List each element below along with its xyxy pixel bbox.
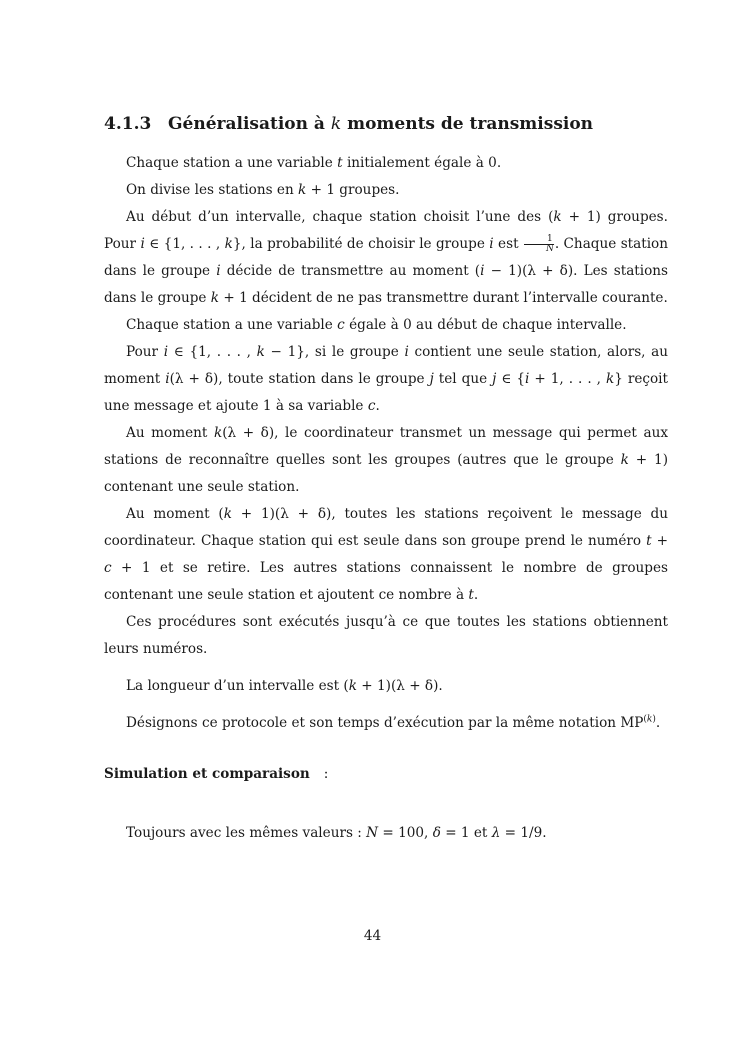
math-var: k: [605, 371, 615, 387]
math-var: i: [404, 344, 409, 360]
text: Désignons ce protocole et son temps d’exécution par la même notation MP: [126, 715, 644, 731]
fraction-denominator: N: [545, 244, 554, 254]
paragraph-2: [104, 177, 668, 204]
text: Au moment: [126, 425, 214, 441]
math-var: λ: [491, 825, 501, 841]
text: − 1)(λ + δ). Les stations dans le groupe: [104, 263, 669, 306]
math-var: i: [216, 263, 221, 279]
text: (λ + δ), le coordinateur transmet un message qui permet aux stations de reconnaître quelles sont les groupes (autres que le groupe: [104, 425, 668, 468]
text: + 1 décident de ne pas transmettre durant l’intervalle courante.: [219, 290, 668, 306]
math-var: k: [646, 714, 653, 725]
page-number: 44: [363, 928, 382, 944]
fraction-numerator: 1: [524, 235, 554, 245]
math-var: N: [366, 825, 379, 841]
math-var: c: [367, 398, 376, 414]
text: ): [652, 714, 656, 725]
math-var: i: [525, 371, 530, 387]
text: décide de transmettre au moment (: [220, 263, 481, 279]
section-number: 4.1.3: [104, 114, 152, 134]
text: + 1 et se retire. Les autres stations connaissent le nombre de groupes contenant une seule station et ajoutent ce nombre à: [104, 560, 668, 603]
math-var: k: [213, 425, 223, 441]
text: Pour: [126, 344, 164, 360]
math-var: i: [480, 263, 485, 279]
math-var: c: [104, 560, 112, 576]
text: est: [493, 236, 523, 252]
fraction: [524, 235, 554, 254]
paragraph-9: [104, 673, 668, 700]
math-var: k: [224, 236, 233, 252]
section-heading: [104, 114, 593, 134]
paragraph-1: [104, 150, 668, 177]
math-var: t: [646, 533, 652, 549]
text: } reçoit une message et ajoute 1 à sa variable: [104, 371, 668, 414]
simulation-heading: [104, 766, 328, 782]
text: .: [655, 715, 661, 731]
text: égale à 0 au début de chaque intervalle.: [344, 317, 627, 333]
paragraph-3: [104, 204, 668, 312]
text: = 1 et: [440, 825, 492, 841]
math-var: k: [223, 506, 232, 522]
text: }, la probabilité de choisir le groupe: [232, 236, 490, 252]
text: + 1)(λ + δ).: [356, 678, 443, 694]
math-var: t: [468, 587, 474, 603]
math-var: k: [256, 344, 265, 360]
math-var: j: [492, 371, 497, 387]
text: .: [473, 587, 479, 603]
text: Au moment (: [126, 506, 224, 522]
text: = 1/9.: [500, 825, 547, 841]
text: ∈ {: [496, 371, 526, 387]
text: + 1)(λ + δ), toutes les stations reçoivent le message du coordinateur. Chaque station qui est seule dans son groupe prend le numéro: [104, 506, 669, 549]
text: = 100,: [378, 825, 433, 841]
text: + 1) groupes. Pour: [104, 209, 668, 252]
paragraph-6: [104, 420, 668, 501]
math-var: i: [165, 371, 170, 387]
text: La longueur d’un intervalle est (: [126, 678, 349, 694]
math-var: k: [620, 452, 629, 468]
math-var: k: [348, 678, 357, 694]
text: Toujours avec les mêmes valeurs :: [126, 825, 367, 841]
text: Chaque station a une variable: [126, 317, 338, 333]
text: Chaque station a une variable: [126, 155, 338, 171]
text: + 1) contenant une seule station.: [104, 452, 669, 495]
paragraph-4: [104, 312, 668, 339]
body-text: [104, 150, 668, 737]
text: . Chaque station dans le groupe: [104, 236, 668, 279]
text: Ces procédures sont exécutés jusqu’à ce que toutes les stations obtiennent leurs numéros.: [104, 614, 668, 657]
math-var: i: [489, 236, 494, 252]
math-var: t: [337, 155, 343, 171]
section-title-suffix: moments de transmission: [341, 114, 594, 134]
text: contient une seule station, alors, au moment: [104, 344, 669, 387]
simulation-heading-colon: :: [323, 766, 329, 782]
text: On divise les stations en: [126, 182, 299, 198]
section-title-prefix: Généralisation à: [168, 114, 331, 134]
text: ∈ {1, . . . ,: [144, 236, 225, 252]
text: +: [651, 533, 668, 549]
text: Au début d’un intervalle, chaque station choisit l’une des (: [126, 209, 554, 225]
math-var: i: [140, 236, 145, 252]
math-var: k: [553, 209, 562, 225]
section-title-var: k: [330, 114, 342, 134]
text: .: [375, 398, 380, 414]
paragraph-5: [104, 339, 668, 420]
text: initialement égale à 0.: [342, 155, 502, 171]
text: tel que: [433, 371, 493, 387]
text: + 1, . . . ,: [529, 371, 606, 387]
text: + 1 groupes.: [306, 182, 400, 198]
paragraph-10: [104, 710, 668, 737]
superscript: [643, 714, 656, 724]
math-var: j: [429, 371, 434, 387]
simulation-text: [126, 820, 547, 847]
text: ∈ {1, . . . ,: [168, 344, 257, 360]
math-var: c: [337, 317, 345, 333]
text: − 1}, si le groupe: [264, 344, 405, 360]
math-var: i: [163, 344, 169, 360]
math-var: k: [298, 182, 307, 198]
paragraph-7: [104, 501, 668, 609]
text: (: [643, 714, 647, 725]
math-var: k: [210, 290, 220, 306]
simulation-heading-text: Simulation et comparaison: [104, 766, 310, 782]
math-var: δ: [432, 825, 441, 841]
text: (λ + δ), toute station dans le groupe: [169, 371, 430, 387]
paragraph-8: [104, 609, 668, 663]
